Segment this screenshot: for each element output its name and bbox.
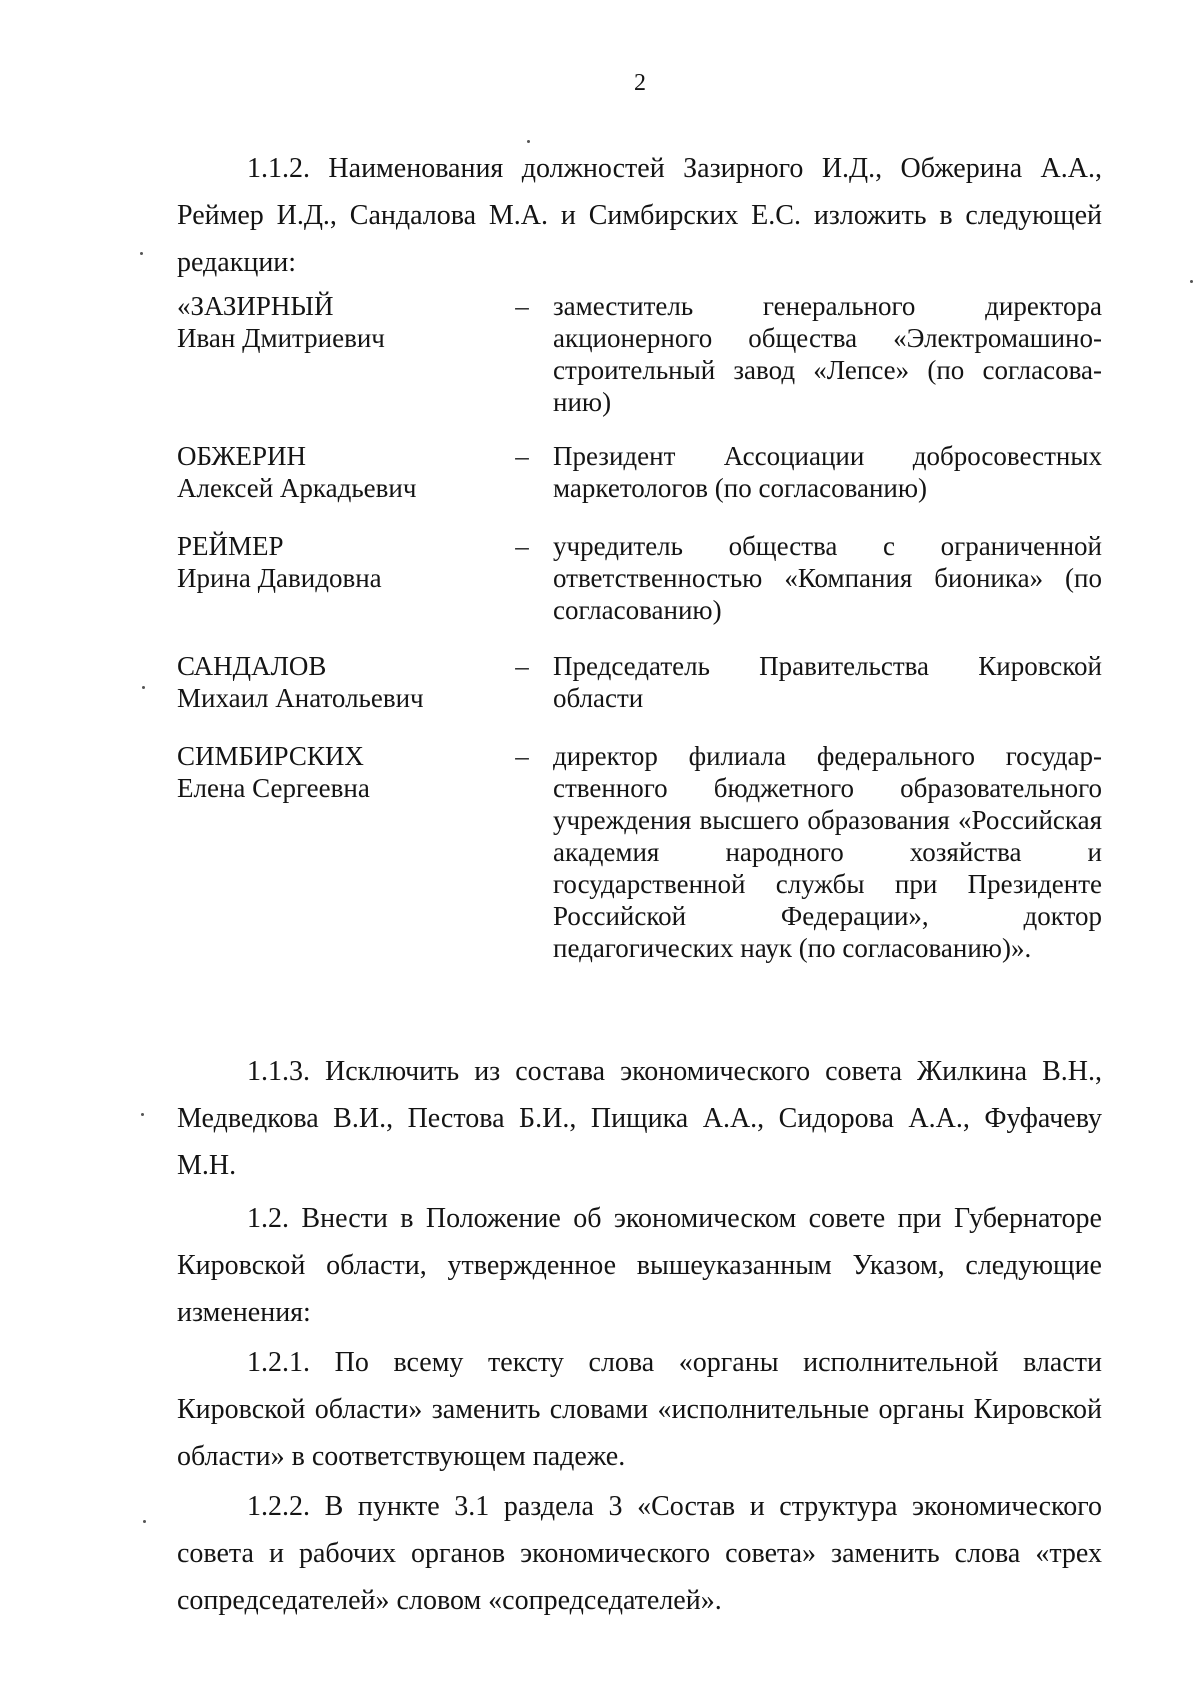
member-given-names: Иван Дмитриевич <box>177 323 385 353</box>
member-surname: СИМБИРСКИХ <box>177 741 364 771</box>
member-given-names: Алексей Аркадьевич <box>177 473 417 503</box>
scan-speck <box>141 1113 144 1116</box>
scan-speck <box>142 686 145 689</box>
paragraph-1-2: 1.2. Внести в Положение об экономическом совете при Губернаторе Кировской области, утвержденное вышеуказанным Указом, следующие изменения: <box>177 1203 1102 1328</box>
scan-speck <box>143 1520 146 1523</box>
member-position: учредитель общества с ограниченной ответственностью «Компания бионика» (по согласованию) <box>553 531 1102 625</box>
scan-speck <box>527 140 530 143</box>
member-name <box>177 650 507 714</box>
member-name <box>177 440 507 504</box>
paragraph-1-2-2: 1.2.2. В пункте 3.1 раздела 3 «Состав и структура экономического совета и рабочих органов экономического совета» заменить слова «трех сопредседателей» словом «сопредседателей». <box>177 1491 1102 1616</box>
member-given-names: Ирина Давидовна <box>177 563 382 593</box>
member-position: Председатель Правительства Кировской области <box>553 651 1102 713</box>
scan-speck <box>140 252 143 255</box>
member-given-names: Михаил Анатольевич <box>177 683 424 713</box>
member-name <box>177 290 507 354</box>
member-name <box>177 530 507 594</box>
member-dash: – <box>515 651 529 681</box>
member-surname: РЕЙМЕР <box>177 531 284 561</box>
member-position: Президент Ассоциации добросовестных маркетологов (по согласованию) <box>553 441 1102 503</box>
paragraph-1-1-3: 1.1.3. Исключить из состава экономического совета Жилкина В.Н., Медведкова В.И., Пестова Б.И., Пищика А.А., Сидорова А.А., Фуфачеву М.Н. <box>177 1056 1102 1181</box>
member-position: заместитель генерального директора акционерного общества «Электромашиностроительный завод «Лепсе» (по согласованию) <box>553 291 1102 417</box>
member-surname: ОБЖЕРИН <box>177 441 307 471</box>
scan-speck <box>1190 280 1193 283</box>
member-dash: – <box>515 441 529 471</box>
member-given-names: Елена Сергеевна <box>177 773 370 803</box>
member-dash: – <box>515 741 529 771</box>
member-position: директор филиала федерального государственного бюджетного образовательного учреждения высшего образования «Российская академия народного хозяйства и государственной службы при Президенте Российской Федерации», доктор педагогических наук (по согласованию)». <box>553 741 1102 963</box>
member-name <box>177 740 507 804</box>
page-number: 2 <box>634 70 646 96</box>
member-surname: САНДАЛОВ <box>177 651 327 681</box>
member-dash: – <box>515 291 529 321</box>
member-surname: «ЗАЗИРНЫЙ <box>177 291 334 321</box>
paragraph-1-1-2: 1.1.2. Наименования должностей Зазирного И.Д., Обжерина А.А., Реймер И.Д., Сандалова М.А. и Симбирских Е.С. изложить в следующей редакции: <box>177 153 1102 278</box>
paragraph-1-2-1: 1.2.1. По всему тексту слова «органы исполнительной власти Кировской области» заменить словами «исполнительные органы Кировской области» в соответствующем падеже. <box>177 1347 1102 1472</box>
member-dash: – <box>515 531 529 561</box>
